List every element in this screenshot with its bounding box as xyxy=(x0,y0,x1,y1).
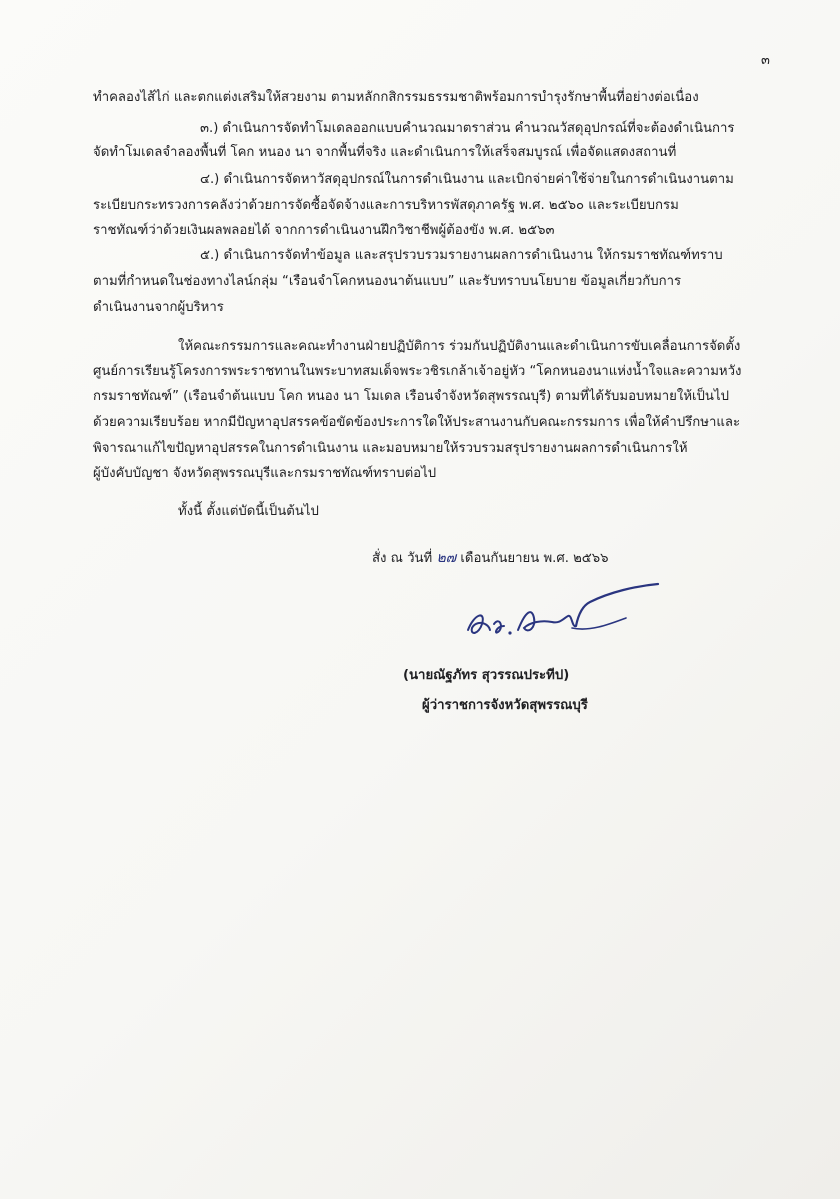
body-line: ทำคลองไส้ไก่ และตกแต่งเสริมให้สวยงาม ตามหลักกสิกรรมธรรมชาติพร้อมการบำรุงรักษาพื้นที่อย่างต่อเนื่อง xyxy=(93,90,699,105)
signature xyxy=(460,578,665,648)
body-line: ให้คณะกรรมการและคณะทำงานฝ่ายปฏิบัติการ ร่วมกันปฏิบัติงานและดำเนินการขับเคลื่อนการจัดตั้ง xyxy=(178,339,741,354)
body-line: พิจารณาแก้ไขปัญหาอุปสรรคในการดำเนินงาน และมอบหมายให้รวบรวมสรุปรายงานผลการดำเนินการให้ xyxy=(93,441,688,456)
signing-month-year: เดือนกันยายน พ.ศ. ๒๕๖๖ xyxy=(460,551,609,566)
body-line: ราชทัณฑ์ว่าด้วยเงินผลพลอยได้ จากการดำเนินงานฝึกวิชาชีพผู้ต้องขัง พ.ศ. ๒๕๖๓ xyxy=(93,223,555,238)
signatory-name: (นายณัฐภัทร สุวรรณประทีป) xyxy=(403,668,570,683)
signing-date xyxy=(372,547,609,569)
body-line: จัดทำโมเดลจำลองพื้นที่ โคก หนอง นา จากพื้นที่จริง และดำเนินการให้เสร็จสมบูรณ์ เพื่อจัดแสดงสถานที่ xyxy=(93,145,677,160)
body-line: ทั้งนี้ ตั้งแต่บัดนี้เป็นต้นไป xyxy=(178,504,319,519)
body-line: กรมราชทัณฑ์” (เรือนจำต้นแบบ โคก หนอง นา โมเดล เรือนจำจังหวัดสุพรรณบุรี) ตามที่ได้รับมอบหมายให้เป็นไป xyxy=(93,389,729,404)
body-line: ศูนย์การเรียนรู้โครงการพระราชทานในพระบาทสมเด็จพระวชิรเกล้าเจ้าอยู่หัว “โคกหนองนาแห่งน้ำใจและความหวัง xyxy=(93,364,742,379)
body-line: ด้วยความเรียบร้อย หากมีปัญหาอุปสรรคข้อขัดข้องประการใดให้ประสานงานกับคณะกรรมการ เพื่อให้คำปรึกษาและ xyxy=(93,415,741,430)
body-line: ๔.) ดำเนินการจัดหาวัสดุอุปกรณ์ในการดำเนินงาน และเบิกจ่ายค่าใช้จ่ายในการดำเนินงานตาม xyxy=(200,172,734,187)
body-line: ผู้บังคับบัญชา จังหวัดสุพรรณบุรีและกรมราชทัณฑ์ทราบต่อไป xyxy=(93,466,437,481)
body-line: ๕.) ดำเนินการจัดทำข้อมูล และสรุปรวบรวมรายงานผลการดำเนินงาน ให้กรมราชทัณฑ์ทราบ xyxy=(200,248,723,263)
body-line: ๓.) ดำเนินการจัดทำโมเดลออกแบบคำนวณมาตราส่วน คำนวณวัสดุอุปกรณ์ที่จะต้องดำเนินการ xyxy=(200,121,735,136)
body-line: ระเบียบกระทรวงการคลังว่าด้วยการจัดซื้อจัดจ้างและการบริหารพัสดุภาครัฐ พ.ศ. ๒๕๖๐ และระเบียบกรม xyxy=(93,198,679,213)
signatory-title: ผู้ว่าราชการจังหวัดสุพรรณบุรี xyxy=(422,698,588,713)
page-number: ๓ xyxy=(761,53,770,68)
signing-date-prefix: สั่ง ณ วันที่ xyxy=(372,551,433,566)
body-line: ตามที่กำหนดในช่องทางไลน์กลุ่ม “เรือนจำโคกหนองนาต้นแบบ” และรับทราบนโยบาย ข้อมูลเกี่ยวกับการ xyxy=(93,274,682,289)
body-line: ดำเนินงานจากผู้บริหาร xyxy=(93,300,224,315)
signing-day-handwritten: ๒๗ xyxy=(436,550,457,566)
